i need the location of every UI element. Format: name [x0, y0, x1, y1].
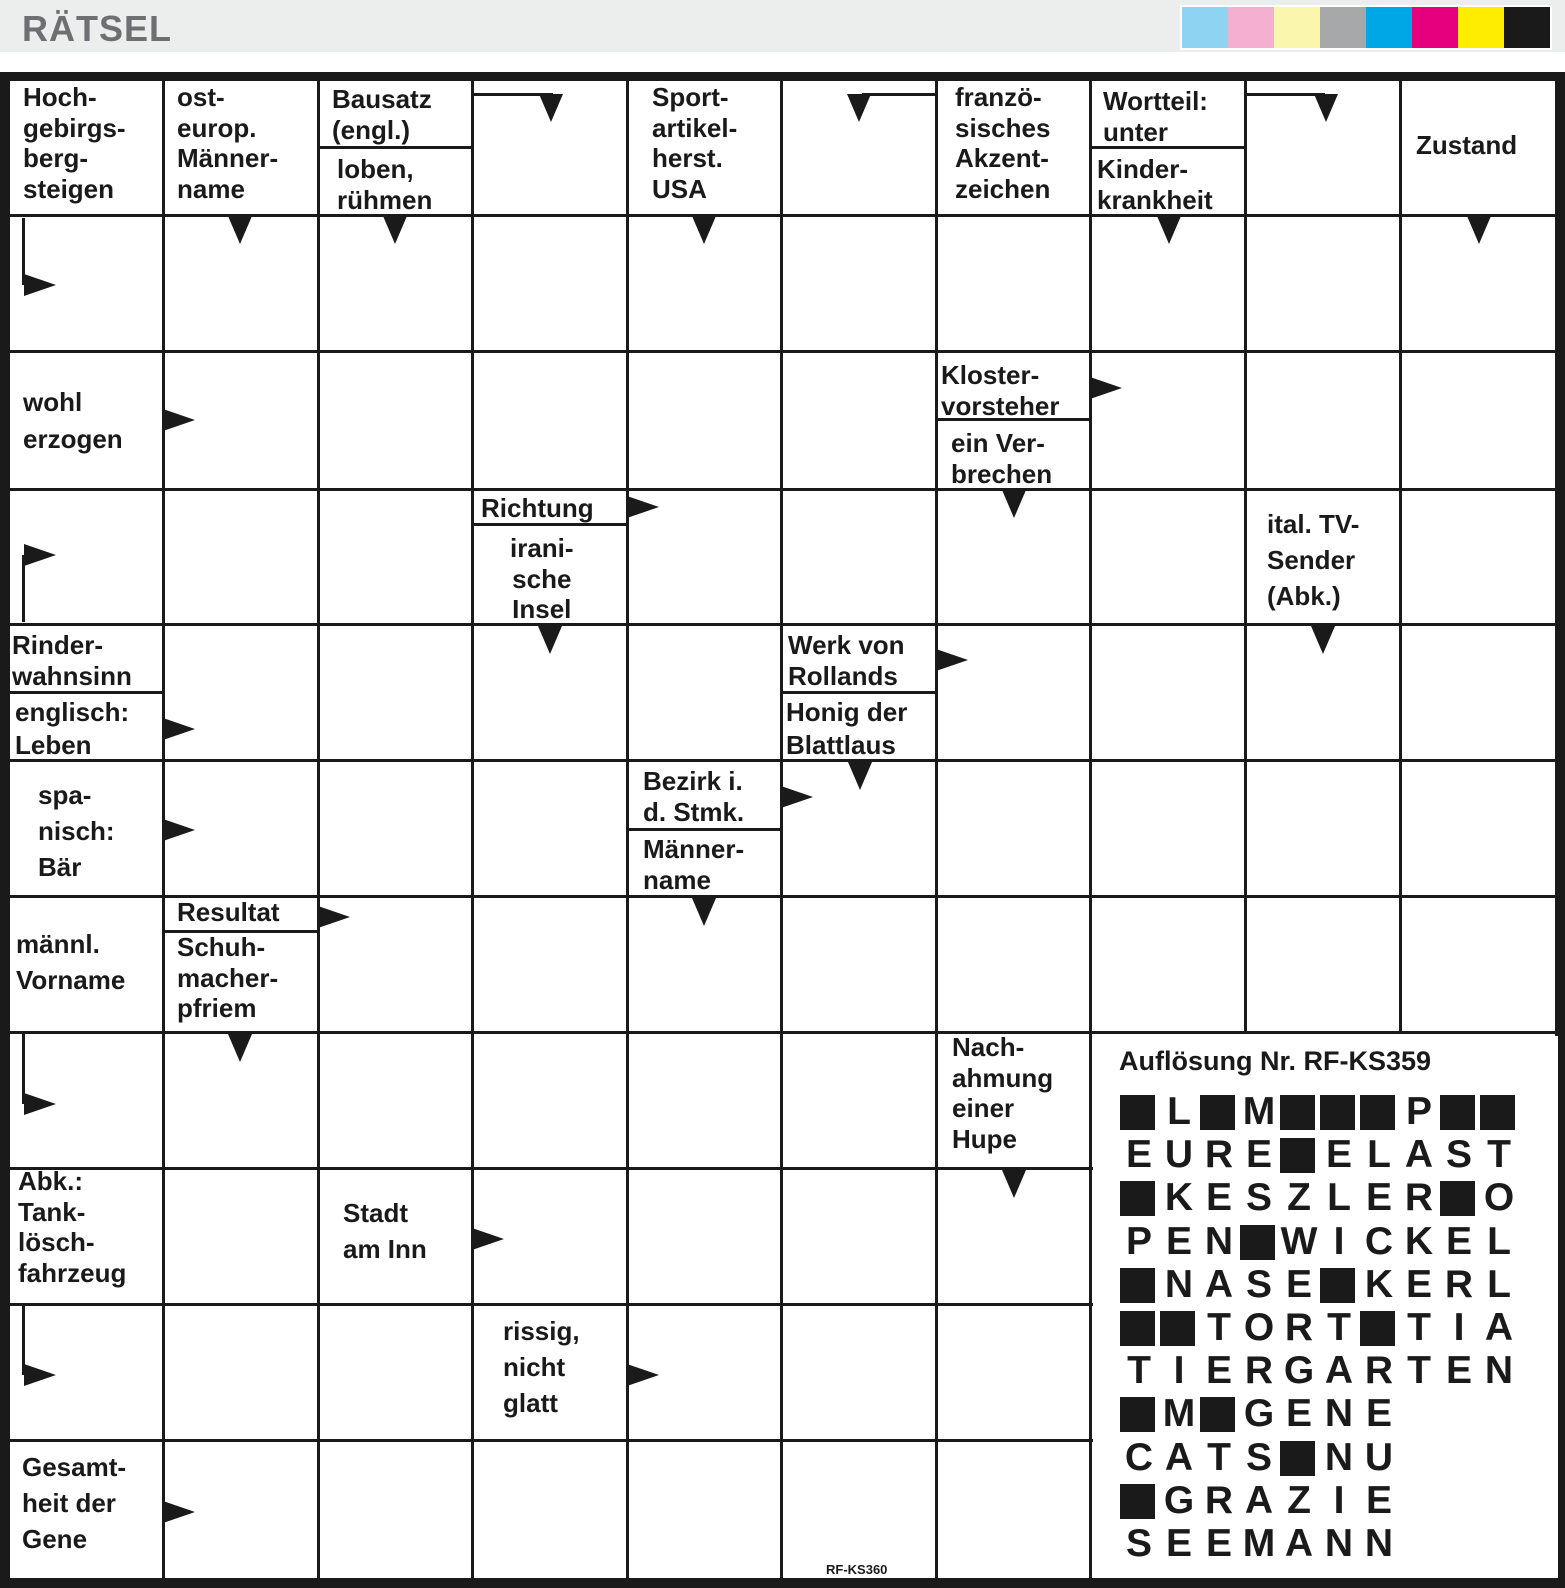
solution-row — [1119, 1523, 1399, 1565]
solution-letter: E — [1445, 1220, 1472, 1263]
solution-letter: A — [1404, 1133, 1434, 1176]
solution-letter: O — [1243, 1306, 1275, 1349]
clue-franzoesisches-akzentzeichen: franzö- sisches Akzent- zeichen — [955, 82, 1051, 205]
solution-letter: E — [1285, 1392, 1312, 1435]
solution-block — [1199, 1091, 1239, 1133]
solution-letter: W — [1280, 1220, 1318, 1263]
solution-letter: T — [1327, 1306, 1351, 1349]
arrow-down-icon — [1157, 216, 1181, 244]
clue-honig-der-blattlaus: Honig der Blattlaus — [786, 697, 908, 760]
solution-letter: E — [1125, 1133, 1152, 1176]
solution-letter: P — [1405, 1090, 1432, 1133]
arrow-down-icon — [1467, 216, 1491, 244]
arrow-down-icon — [692, 898, 716, 926]
grid-line-v — [935, 81, 938, 1578]
solution-letter: I — [1333, 1220, 1345, 1263]
solution-block — [1119, 1264, 1159, 1306]
color-calibration-strip — [1180, 5, 1552, 50]
color-swatch — [1366, 7, 1412, 48]
arrow-right-icon — [24, 274, 56, 296]
grid-line-h — [862, 93, 936, 96]
solution-letter: A — [1324, 1349, 1354, 1392]
solution-letter: N — [1324, 1392, 1354, 1435]
solution-letter: L — [1487, 1263, 1511, 1306]
solution-letter: K — [1404, 1220, 1434, 1263]
arrow-right-icon — [163, 1501, 195, 1523]
solution-letter: N — [1204, 1220, 1234, 1263]
solution-letter: T — [1207, 1436, 1231, 1479]
arrow-right-icon — [24, 1093, 56, 1115]
arrow-right-icon — [1090, 377, 1122, 399]
clue-nachahmung-einer-hupe: Nach- ahmung einer Hupe — [952, 1032, 1054, 1155]
solution-letter: O — [1483, 1176, 1515, 1219]
solution-letter: K — [1164, 1176, 1194, 1219]
solution-block — [1439, 1091, 1479, 1133]
solution-letter: E — [1205, 1522, 1232, 1565]
solution-letter: E — [1285, 1263, 1312, 1306]
arrow-down-icon — [848, 762, 872, 790]
solution-letter: L — [1167, 1090, 1191, 1133]
solution-letter: N — [1164, 1263, 1194, 1306]
solution-letter: N — [1324, 1436, 1354, 1479]
clue-sportartikelherst-usa: Sport- artikel- herst. USA — [652, 82, 738, 205]
solution-letter: A — [1284, 1522, 1314, 1565]
solution-letter: M — [1242, 1090, 1276, 1133]
color-swatch — [1274, 7, 1320, 48]
solution-letter: U — [1364, 1436, 1394, 1479]
solution-letter: R — [1204, 1479, 1234, 1522]
solution-row — [1119, 1480, 1399, 1522]
solution-letter: E — [1205, 1349, 1232, 1392]
arrow-right-icon — [472, 1228, 504, 1250]
grid-line-v — [317, 81, 320, 1578]
grid-line-h — [10, 1167, 1093, 1170]
clue-loben-ruehmen: loben, rühmen — [337, 154, 433, 215]
solution-letter: T — [1407, 1306, 1431, 1349]
solution-row — [1119, 1264, 1519, 1306]
arrow-down-icon — [1314, 94, 1338, 122]
solution-letter: G — [1163, 1479, 1195, 1522]
solution-letter: S — [1125, 1522, 1152, 1565]
grid-line-h — [10, 691, 163, 694]
clue-hochgebirgsbergsteigen: Hoch- gebirgs- berg- steigen — [23, 82, 126, 205]
clue-ein-verbrechen: ein Ver- brechen — [951, 428, 1053, 489]
page-title: RÄTSEL — [22, 8, 172, 49]
arrow-down-icon — [1002, 490, 1026, 518]
solution-letter: R — [1404, 1176, 1434, 1219]
solution-letter: L — [1367, 1133, 1391, 1176]
clue-klostervorsteher: Kloster- vorsteher — [941, 360, 1060, 421]
arrow-down-icon — [538, 626, 562, 654]
solution-letter: I — [1173, 1349, 1185, 1392]
solution-block — [1119, 1480, 1159, 1522]
arrow-right-icon — [24, 1364, 56, 1386]
clue-richtung: Richtung — [481, 493, 594, 523]
solution-letter: E — [1405, 1263, 1432, 1306]
clue-bausatz-engl: Bausatz (engl.) — [332, 84, 432, 145]
arrow-down-icon — [847, 94, 871, 122]
solution-letter: K — [1364, 1263, 1394, 1306]
solution-letter: G — [1283, 1349, 1315, 1392]
color-swatch — [1320, 7, 1366, 48]
solution-block — [1479, 1091, 1519, 1133]
arrow-right-icon — [163, 409, 195, 431]
solution-block — [1239, 1221, 1279, 1263]
arrow-down-icon — [1002, 1170, 1026, 1198]
arrow-right-icon — [627, 1364, 659, 1386]
grid-line-h — [318, 146, 472, 149]
arrow-right-icon — [936, 649, 968, 671]
arrow-down-icon — [228, 216, 252, 244]
solution-block — [1359, 1307, 1399, 1349]
solution-letter: E — [1205, 1176, 1232, 1219]
solution-block — [1359, 1091, 1399, 1133]
arrow-right-icon — [781, 786, 813, 808]
color-swatch — [1504, 7, 1550, 48]
clue-wortteil-unter: Wortteil: unter — [1103, 86, 1208, 147]
solution-letter: C — [1124, 1436, 1154, 1479]
solution-letter: T — [1407, 1349, 1431, 1392]
solution-letter: Z — [1287, 1479, 1311, 1522]
grid-line-h — [10, 1303, 1093, 1306]
solution-letter: E — [1165, 1220, 1192, 1263]
solution-row — [1119, 1350, 1519, 1392]
solution-row — [1119, 1177, 1519, 1219]
color-swatch — [1228, 7, 1274, 48]
clue-osteurop-maennername: ost- europ. Männer- name — [177, 82, 279, 205]
solution-row — [1119, 1307, 1519, 1349]
solution-letter: M — [1242, 1522, 1276, 1565]
solution-block — [1319, 1091, 1359, 1133]
solution-letter: T — [1127, 1349, 1151, 1392]
arrow-right-icon — [163, 819, 195, 841]
solution-letter: S — [1245, 1436, 1272, 1479]
solution-letter: U — [1164, 1133, 1194, 1176]
solution-letter: E — [1365, 1176, 1392, 1219]
solution-block — [1279, 1134, 1319, 1176]
clue-maennername: Männer- name — [643, 834, 745, 895]
solution-letter: S — [1245, 1176, 1272, 1219]
arrow-down-icon — [1311, 626, 1335, 654]
solution-letter: L — [1327, 1176, 1351, 1219]
arrow-right-icon — [163, 718, 195, 740]
solution-row — [1119, 1437, 1399, 1479]
clue-resultat: Resultat — [177, 897, 280, 927]
solution-letter: E — [1365, 1479, 1392, 1522]
clue-bezirk-stmk: Bezirk i. d. Stmk. — [643, 766, 745, 827]
clue-kinderkrankheit: Kinder- krankheit — [1097, 154, 1213, 215]
solution-letter: Z — [1287, 1176, 1311, 1219]
solution-letter: R — [1444, 1263, 1474, 1306]
clue-maennl-vorname: männl. Vorname — [16, 929, 126, 995]
solution-letter: E — [1365, 1392, 1392, 1435]
solution-letter: A — [1244, 1479, 1274, 1522]
solution-letter: L — [1487, 1220, 1511, 1263]
arrow-down-icon — [383, 216, 407, 244]
clue-englisch-leben: englisch: Leben — [15, 697, 130, 760]
clue-ital-tv-sender: ital. TV- Sender (Abk.) — [1267, 509, 1360, 611]
solution-block — [1279, 1091, 1319, 1133]
arrow-right-icon — [24, 544, 56, 566]
solution-title: Auflösung Nr. RF-KS359 — [1119, 1046, 1432, 1076]
solution-letter: E — [1325, 1133, 1352, 1176]
solution-block — [1119, 1091, 1159, 1133]
solution-letter: N — [1364, 1522, 1394, 1565]
clue-rinderwahnsinn: Rinder- wahnsinn — [12, 630, 132, 691]
solution-block — [1119, 1177, 1159, 1219]
clue-zustand: Zustand — [1416, 130, 1518, 160]
solution-block — [1159, 1307, 1199, 1349]
solution-block — [1119, 1307, 1159, 1349]
clue-wohl-erzogen: wohl erzogen — [23, 387, 123, 454]
solution-row — [1119, 1393, 1399, 1435]
solution-block — [1439, 1177, 1479, 1219]
clue-abk-tankloeschfahrzeug: Abk.: Tank- lösch- fahrzeug — [18, 1166, 127, 1289]
color-swatch — [1182, 7, 1228, 48]
solution-letter: E — [1445, 1349, 1472, 1392]
solution-letter: R — [1284, 1306, 1314, 1349]
solution-letter: S — [1445, 1133, 1472, 1176]
solution-block — [1319, 1264, 1359, 1306]
solution-letter: C — [1364, 1220, 1394, 1263]
clue-gesamtheit-der-gene: Gesamt- heit der Gene — [22, 1452, 127, 1554]
solution-block — [1199, 1393, 1239, 1435]
solution-row — [1119, 1134, 1519, 1176]
solution-letter: R — [1244, 1349, 1274, 1392]
clue-spanisch-baer: spa- nisch: Bär — [38, 780, 115, 882]
clue-rissig-nicht-glatt: rissig, nicht glatt — [503, 1316, 580, 1418]
solution-letter: T — [1487, 1133, 1511, 1176]
solution-letter: P — [1125, 1220, 1152, 1263]
solution-letter: T — [1207, 1306, 1231, 1349]
solution-block — [1119, 1393, 1159, 1435]
clue-werk-von-rollands: Werk von Rollands — [788, 630, 905, 691]
solution-row — [1119, 1091, 1519, 1133]
solution-letter: N — [1324, 1522, 1354, 1565]
solution-letter: I — [1453, 1306, 1465, 1349]
grid-line-v — [1244, 81, 1247, 1034]
solution-letter: A — [1204, 1263, 1234, 1306]
clue-schuhmacherpfriem: Schuh- macher- pfriem — [177, 932, 279, 1024]
solution-row — [1119, 1221, 1519, 1263]
solution-letter: N — [1484, 1349, 1514, 1392]
solution-letter: I — [1333, 1479, 1345, 1522]
arrow-down-icon — [228, 1034, 252, 1062]
grid-line-h — [627, 828, 781, 831]
grid-line-v — [1399, 81, 1402, 1034]
solution-letter: M — [1162, 1392, 1196, 1435]
solution-letter: R — [1204, 1133, 1234, 1176]
solution-block — [1279, 1437, 1319, 1479]
solution-letter: A — [1484, 1306, 1514, 1349]
puzzle-code: RF-KS360 — [826, 1562, 888, 1577]
clue-stadt-am-inn: Stadt am Inn — [343, 1198, 427, 1264]
grid-line-h — [781, 691, 936, 694]
solution-letter: A — [1164, 1436, 1194, 1479]
grid-line-h — [10, 1439, 1093, 1442]
clue-iranische-insel: irani- sche Insel — [510, 533, 574, 625]
color-swatch — [1458, 7, 1504, 48]
solution-letter: R — [1364, 1349, 1394, 1392]
arrow-right-icon — [318, 906, 350, 928]
arrow-right-icon — [627, 496, 659, 518]
solution-letter: E — [1245, 1133, 1272, 1176]
solution-letter: G — [1243, 1392, 1275, 1435]
solution-letter: S — [1245, 1263, 1272, 1306]
arrow-down-icon — [539, 94, 563, 122]
solution-letter: E — [1165, 1522, 1192, 1565]
arrow-down-icon — [692, 216, 716, 244]
grid-line-v — [471, 81, 474, 1578]
grid-line-v — [1089, 81, 1092, 1578]
color-swatch — [1412, 7, 1458, 48]
